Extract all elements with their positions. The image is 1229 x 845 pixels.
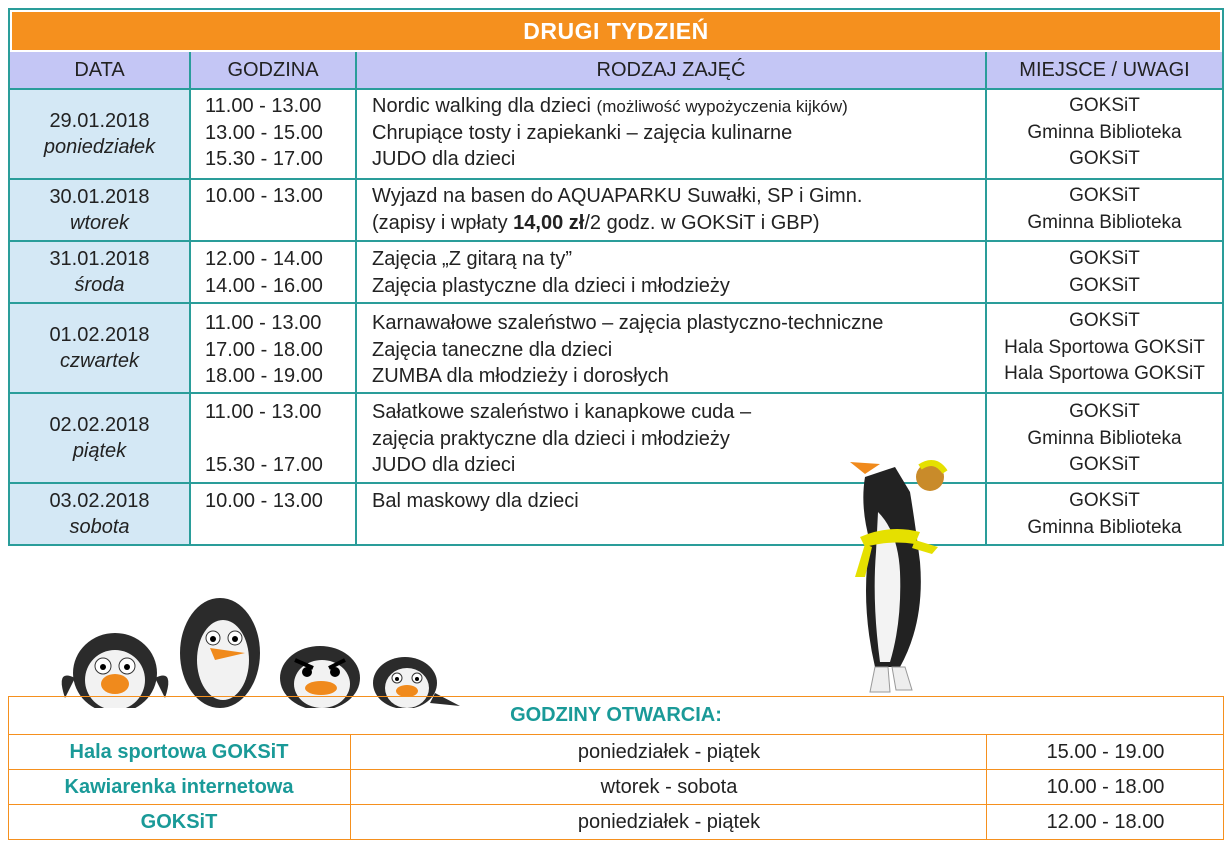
activity-line: [372, 93, 984, 120]
activity-note: (możliwość wypożyczenia kijków): [596, 97, 848, 116]
place: Gminna Biblioteka: [1027, 121, 1182, 143]
row-places-1: [987, 93, 1222, 173]
place: Hala Sportowa GOKSiT: [1004, 363, 1205, 384]
activity-line: Zajęcia „Z gitarą na ty”: [372, 248, 573, 270]
time-slot: 14.00 - 16.00: [205, 274, 323, 297]
row-date-4: [10, 304, 189, 392]
venue-days: poniedziałek - piątek: [350, 735, 987, 769]
place: GOKSiT: [1069, 95, 1140, 116]
activity-line: ZUMBA dla młodzieży i dorosłych: [372, 365, 669, 387]
place: Gminna Biblioteka: [1027, 211, 1182, 233]
venue-name: GOKSiT: [140, 810, 218, 833]
opening-hours-table: [8, 696, 1224, 840]
place: GOKSiT: [1069, 185, 1140, 206]
time-slot: 18.00 - 19.00: [205, 365, 323, 387]
date: 29.01.2018: [49, 110, 150, 132]
venue-days: wtorek - sobota: [350, 770, 987, 804]
date: 01.02.2018: [49, 324, 150, 346]
activity-line: Sałatkowe szaleństwo i kanapkowe cuda –: [372, 401, 752, 423]
row-places-3: [987, 246, 1222, 299]
time-slot: 13.00 - 15.00: [205, 121, 323, 144]
weekday: sobota: [69, 516, 130, 538]
header-activity: RODZAJ ZAJĘĆ: [357, 52, 985, 90]
place: GOKSiT: [1069, 310, 1140, 331]
venue-time: 10.00 - 18.00: [986, 770, 1224, 804]
activity-line: JUDO dla dzieci: [372, 148, 516, 170]
time-slot: 10.00 - 13.00: [205, 490, 323, 512]
row-activities-4: [372, 310, 984, 390]
row-date-2: [10, 180, 189, 240]
row-activities-3: [372, 246, 984, 299]
time-slot: 11.00 - 13.00: [205, 95, 322, 117]
row-activities-1: [372, 93, 984, 173]
venue-name: Kawiarenka internetowa: [64, 775, 294, 798]
activity-line: Bal maskowy dla dzieci: [372, 490, 579, 512]
row-times-6: [205, 488, 365, 515]
activity-text: /2 godz. w GOKSiT i GBP): [584, 211, 820, 234]
activity-line: Zajęcia taneczne dla dzieci: [372, 338, 613, 361]
row-times-2: [205, 183, 365, 210]
activity-text: (zapisy i wpłaty: [372, 211, 514, 234]
header-time: GODZINA: [191, 52, 355, 90]
row-times-5: [205, 399, 365, 479]
place: GOKSiT: [1069, 148, 1140, 169]
activity-line: [372, 210, 984, 237]
date: 31.01.2018: [49, 248, 150, 270]
time-slot: 11.00 - 13.00: [205, 401, 322, 423]
activity-line: Zajęcia plastyczne dla dzieci i młodzieży: [372, 274, 730, 297]
weekday: czwartek: [60, 350, 139, 372]
row-date-3: [10, 242, 189, 302]
row-places-6: [987, 488, 1222, 541]
divider: [10, 392, 1222, 394]
venue-time: 15.00 - 19.00: [986, 735, 1224, 769]
divider: [10, 302, 1222, 304]
weekday: poniedziałek: [43, 136, 156, 158]
date: 03.02.2018: [49, 490, 150, 512]
row-date-6: [10, 484, 189, 544]
venue-name: Hala sportowa GOKSiT: [69, 740, 289, 763]
time-slot: 17.00 - 18.00: [205, 338, 323, 361]
place: GOKSiT: [1069, 454, 1140, 475]
hours-row: [9, 769, 1223, 804]
place: Gminna Biblioteka: [1027, 427, 1182, 449]
place: GOKSiT: [1069, 274, 1140, 296]
schedule-title: DRUGI TYDZIEŃ: [12, 12, 1220, 50]
place: Gminna Biblioteka: [1027, 516, 1182, 538]
weekday: piątek: [72, 440, 127, 462]
activity-line: Karnawałowe szaleństwo – zajęcia plastyczno-techniczne: [372, 312, 884, 334]
row-activities-2: [372, 183, 984, 236]
weekday: środa: [74, 274, 125, 296]
venue-time: 12.00 - 18.00: [986, 805, 1224, 839]
time-slot: 15.30 - 17.00: [205, 148, 323, 170]
row-times-4: [205, 310, 365, 390]
activity-line: Wyjazd na basen do AQUAPARKU Suwałki, SP i Gimn.: [372, 185, 863, 207]
row-times-3: [205, 246, 365, 299]
opening-hours-title: GODZINY OTWARCIA:: [510, 704, 722, 726]
time-slot: 12.00 - 14.00: [205, 248, 323, 270]
time-slot: 11.00 - 13.00: [205, 312, 322, 334]
divider: [189, 52, 191, 544]
row-date-1: [10, 90, 189, 178]
schedule-table: [8, 8, 1224, 546]
four-penguins-peeking-icon: [45, 598, 465, 708]
activity-line: Chrupiące tosty i zapiekanki – zajęcia kulinarne: [372, 121, 793, 144]
venue-days: poniedziałek - piątek: [350, 805, 987, 839]
place: GOKSiT: [1069, 248, 1140, 269]
row-places-2: [987, 183, 1222, 236]
activity-text: Nordic walking dla dzieci: [372, 95, 591, 117]
place: Hala Sportowa GOKSiT: [1004, 336, 1205, 358]
hours-row: [9, 804, 1223, 839]
header-date: DATA: [10, 52, 189, 90]
weekday: wtorek: [70, 212, 129, 234]
time-slot: 10.00 - 13.00: [205, 185, 323, 207]
date: 02.02.2018: [49, 414, 150, 436]
place: GOKSiT: [1069, 490, 1140, 511]
row-date-5: [10, 394, 189, 482]
penguin-with-scarf-icon: [820, 452, 955, 697]
row-places-5: [987, 399, 1222, 479]
activity-line: zajęcia praktyczne dla dzieci i młodzieży: [372, 427, 730, 450]
hours-row: [9, 734, 1223, 769]
divider: [10, 240, 1222, 242]
divider: [10, 178, 1222, 180]
row-times-1: [205, 93, 365, 173]
date: 30.01.2018: [49, 186, 150, 208]
header-place: MIEJSCE / UWAGI: [987, 52, 1222, 90]
divider: [10, 482, 1222, 484]
activity-line: JUDO dla dzieci: [372, 454, 516, 476]
time-slot: 15.30 - 17.00: [205, 454, 323, 476]
place: GOKSiT: [1069, 401, 1140, 422]
row-places-4: [987, 308, 1222, 388]
price: 14,00 zł: [513, 211, 585, 234]
